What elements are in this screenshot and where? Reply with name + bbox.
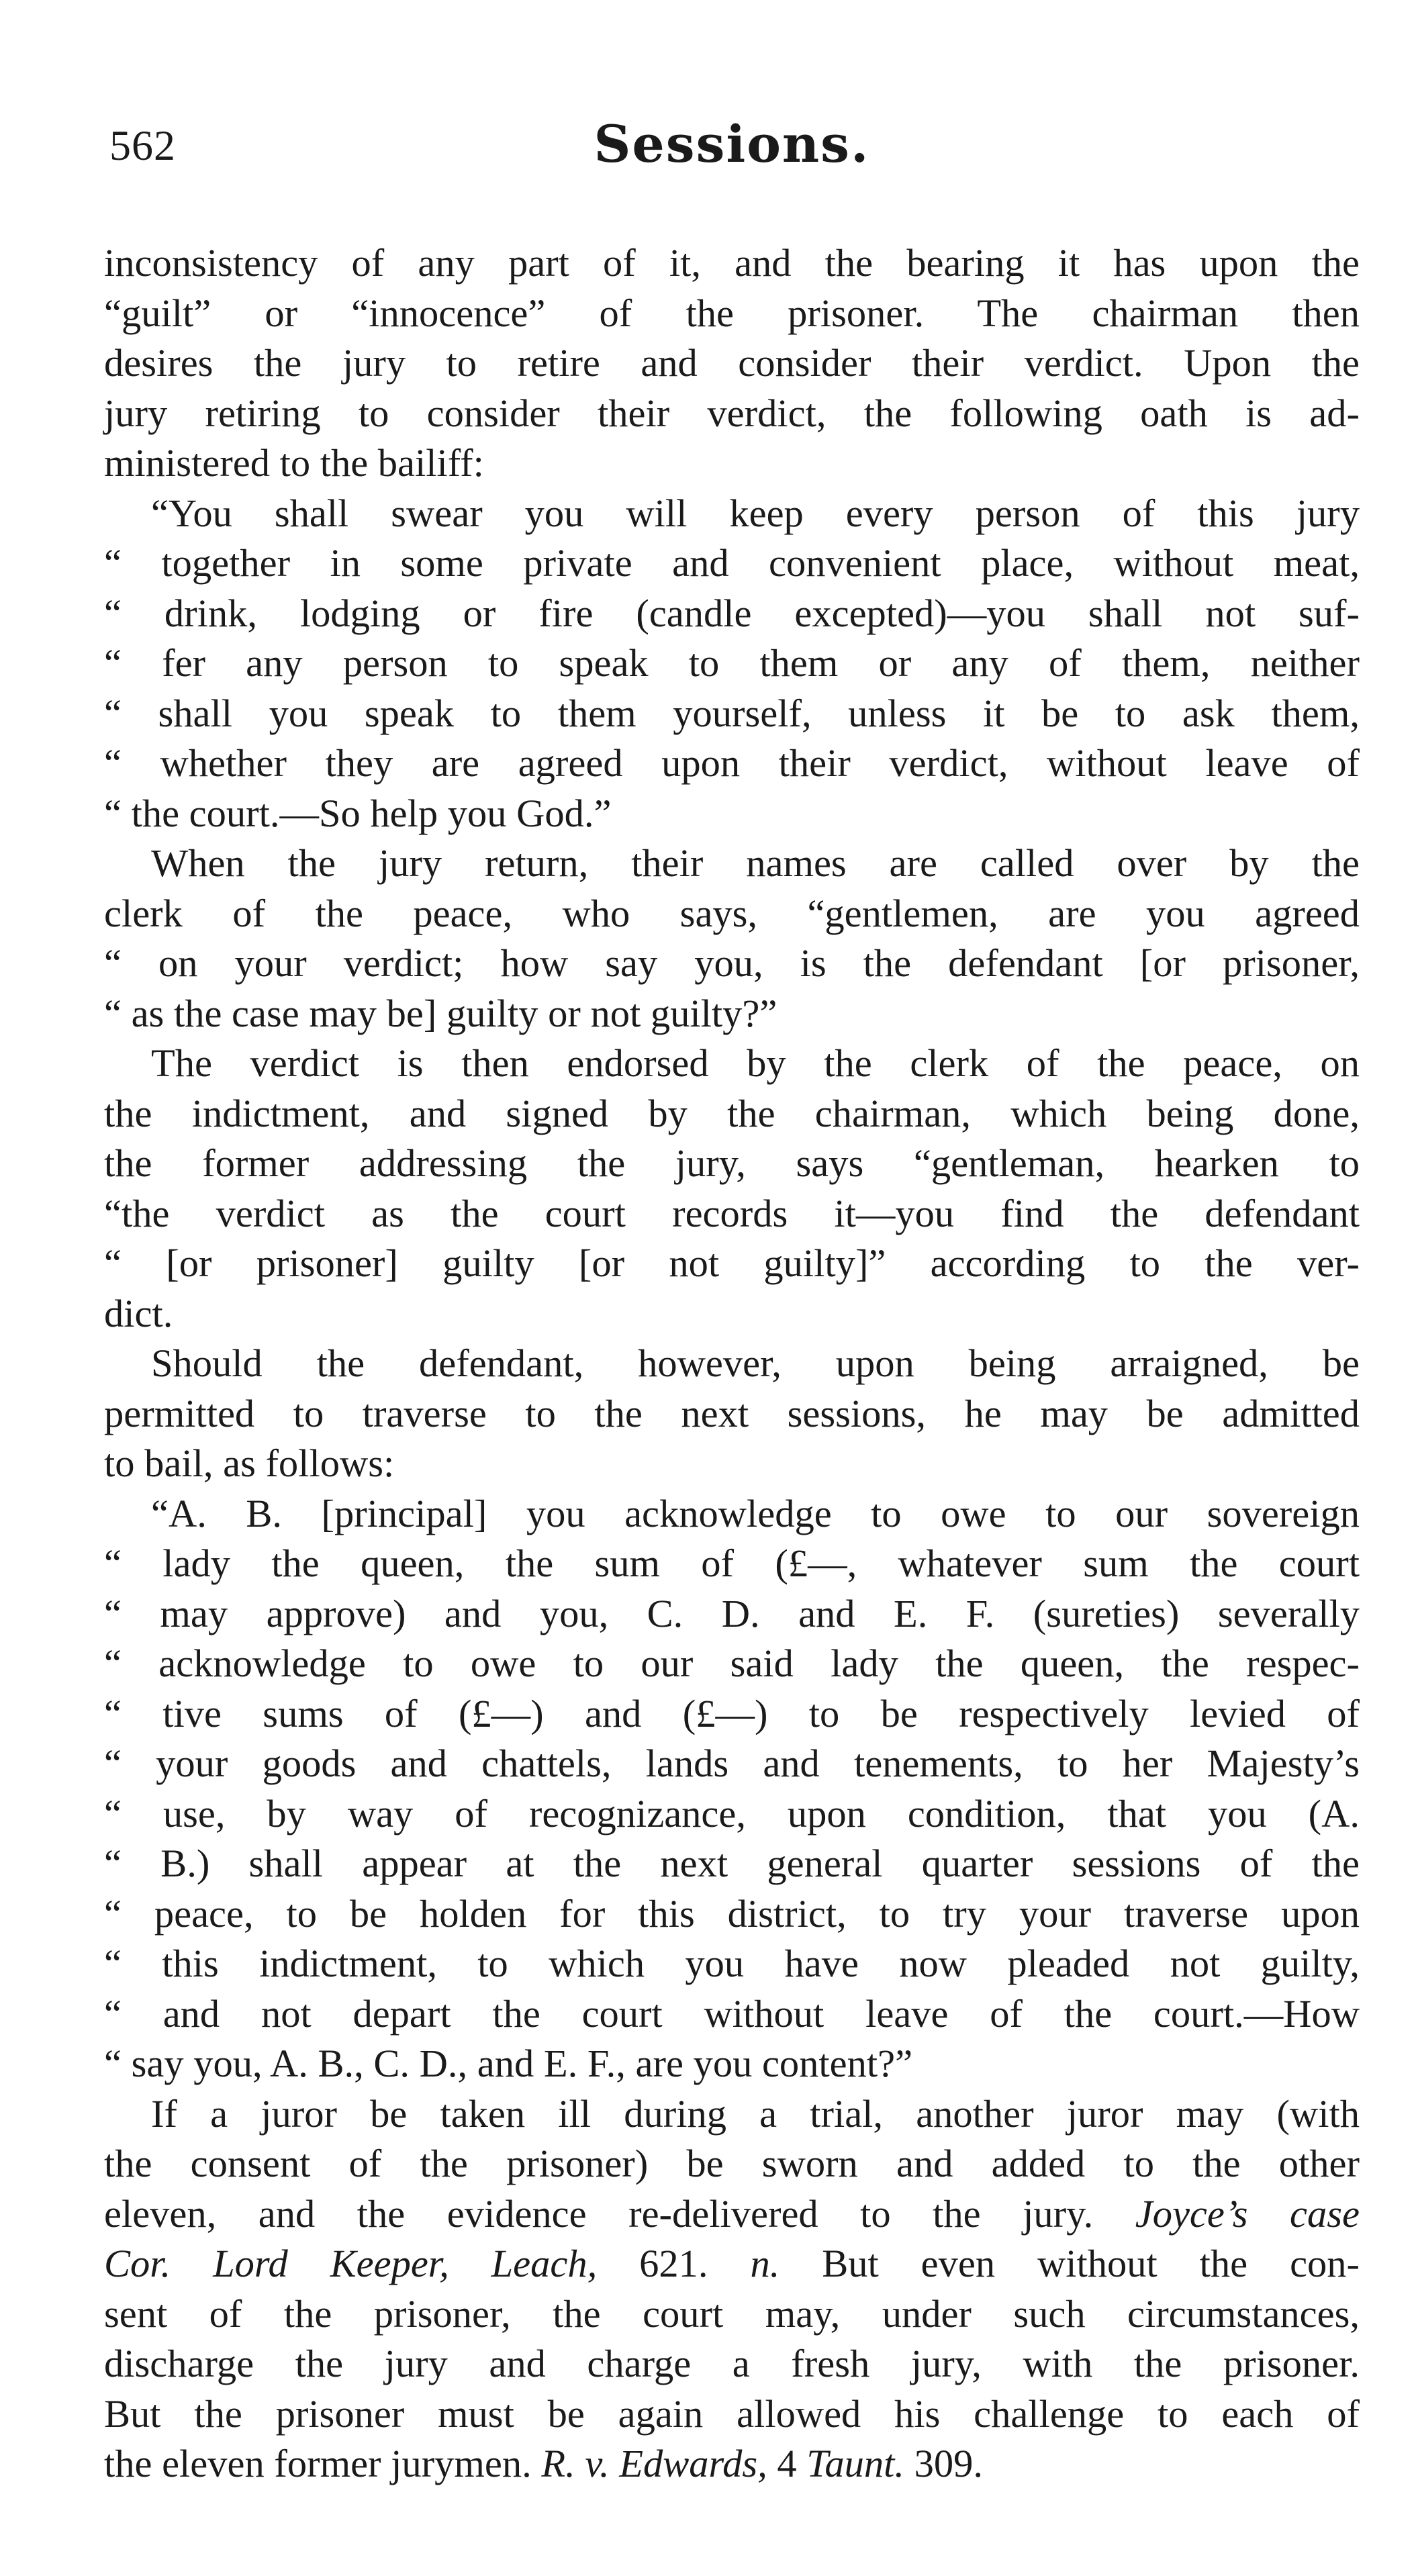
text-line — [104, 2239, 1360, 2289]
text-line: “ B.) shall appear at the next general quarter sessions of the — [104, 1842, 1360, 1885]
paragraph — [104, 2089, 1360, 2489]
text-line: “ as the case may be] guilty or not guilty?” — [104, 991, 777, 1035]
text-line: “ whether they are agreed upon their verdict, without leave of — [104, 741, 1360, 785]
text-line: “ this indictment, to which you have now pleaded not guilty, — [104, 1942, 1360, 1985]
text-segment: the eleven former jurymen. — [104, 2442, 542, 2485]
text-line: “the verdict as the court records it—you find the defendant — [104, 1191, 1360, 1235]
page-number: 562 — [109, 122, 176, 169]
text-line: When the jury return, their names are called over by the — [151, 841, 1360, 885]
text-line: “ [or prisoner] guilty [or not guilty]” according to the ver- — [104, 1241, 1360, 1285]
recognizance-quote — [104, 1489, 1360, 2089]
text-line: the indictment, and signed by the chairman, which being done, — [104, 1091, 1360, 1135]
text-line: sent of the prisoner, the court may, under such circumstances, — [104, 2291, 1360, 2336]
text-line: “ say you, A. B., C. D., and E. F., are you content?” — [104, 2042, 913, 2085]
text-line: “You shall swear you will keep every person of this jury — [151, 491, 1360, 535]
paragraph — [104, 1339, 1360, 1489]
text-line: “A. B. [principal] you acknowledge to owe to our sovereign — [151, 1491, 1360, 1535]
text-line — [104, 2439, 1360, 2489]
text-line: “ your goods and chattels, lands and tenements, to her Majesty’s — [104, 1742, 1360, 1785]
paragraph — [104, 238, 1360, 489]
text-line: “ peace, to be holden for this district, to try your traverse upon — [104, 1891, 1360, 1936]
text-line: permitted to traverse to the next sessions, he may be admitted — [104, 1391, 1360, 1435]
text-segment: 621. — [597, 2242, 751, 2285]
report-citation: Taunt. — [806, 2442, 905, 2485]
case-citation: Joyce’s case — [1135, 2191, 1360, 2236]
text-line: ministered to the bailiff: — [104, 441, 484, 485]
text-line: “ use, by way of recognizance, upon condition, that you (A. — [104, 1791, 1360, 1835]
text-line: “ may approve) and you, C. D. and E. F. (sureties) severally — [104, 1591, 1360, 1635]
text-line: “ fer any person to speak to them or any of them, neither — [104, 641, 1360, 685]
text-line: “ on your verdict; how say you, is the defendant [or prisoner, — [104, 941, 1360, 985]
text-line: “guilt” or “innocence” of the prisoner. The chairman then — [104, 291, 1360, 335]
text-line: the consent of the prisoner) be sworn and added to the other — [104, 2142, 1360, 2185]
text-line: Should the defendant, however, upon being arraigned, be — [151, 1341, 1360, 1385]
text-line: clerk of the peace, who says, “gentlemen, are you agreed — [104, 891, 1360, 935]
text-line: inconsistency of any part of it, and the bearing it has upon the — [104, 241, 1360, 285]
text-line: to bail, as follows: — [104, 1441, 395, 1485]
text-line: jury retiring to consider their verdict, the following oath is ad- — [104, 391, 1360, 435]
body-text — [104, 238, 1360, 2489]
case-citation: R. v. Edwards, — [541, 2442, 767, 2485]
book-page — [104, 101, 1360, 2485]
text-segment: 4 — [767, 2442, 807, 2485]
text-line: discharge the jury and charge a fresh jury, with the prisoner. — [104, 2342, 1360, 2385]
page-header — [104, 101, 1360, 195]
text-line: “ and not depart the court without leave of the court.—How — [104, 1991, 1360, 2036]
text-line: dict. — [104, 1291, 173, 1335]
text-line: But the prisoner must be again allowed his challenge to each of — [104, 2391, 1360, 2436]
text-segment: eleven, and the evidence re-delivered to the jury. — [104, 2191, 1094, 2236]
text-line: “ acknowledge to owe to our said lady the queen, the respec- — [104, 1641, 1360, 1685]
text-line: “ drink, lodging or fire (candle excepted)—you shall not suf- — [104, 591, 1360, 635]
running-head: Sessions. — [594, 114, 870, 174]
text-line: “ the court.—So help you God.” — [104, 791, 612, 835]
paragraph — [104, 1039, 1360, 1339]
text-line: The verdict is then endorsed by the clerk of the peace, on — [151, 1041, 1360, 1085]
text-line — [104, 2189, 1360, 2240]
text-line: “ shall you speak to them yourself, unless it be to ask them, — [104, 691, 1360, 735]
text-segment: But even without the con- — [780, 2242, 1360, 2285]
bailiff-oath-quote — [104, 489, 1360, 839]
text-line: “ lady the queen, the sum of (£—, whatever sum the court — [104, 1541, 1360, 1585]
text-line: If a juror be taken ill during a trial, another juror may (with — [151, 2091, 1360, 2136]
text-line: “ tive sums of (£—) and (£—) to be respectively levied of — [104, 1691, 1360, 1735]
text-line: “ together in some private and convenient place, without meat, — [104, 541, 1360, 585]
citation-note: n. — [750, 2242, 780, 2285]
text-segment: 309. — [904, 2442, 984, 2485]
paragraph — [104, 839, 1360, 1039]
case-citation: Cor. Lord Keeper, Leach, — [104, 2242, 598, 2285]
text-line: the former addressing the jury, says “gentleman, hearken to — [104, 1141, 1360, 1185]
text-line: desires the jury to retire and consider their verdict. Upon the — [104, 341, 1360, 385]
